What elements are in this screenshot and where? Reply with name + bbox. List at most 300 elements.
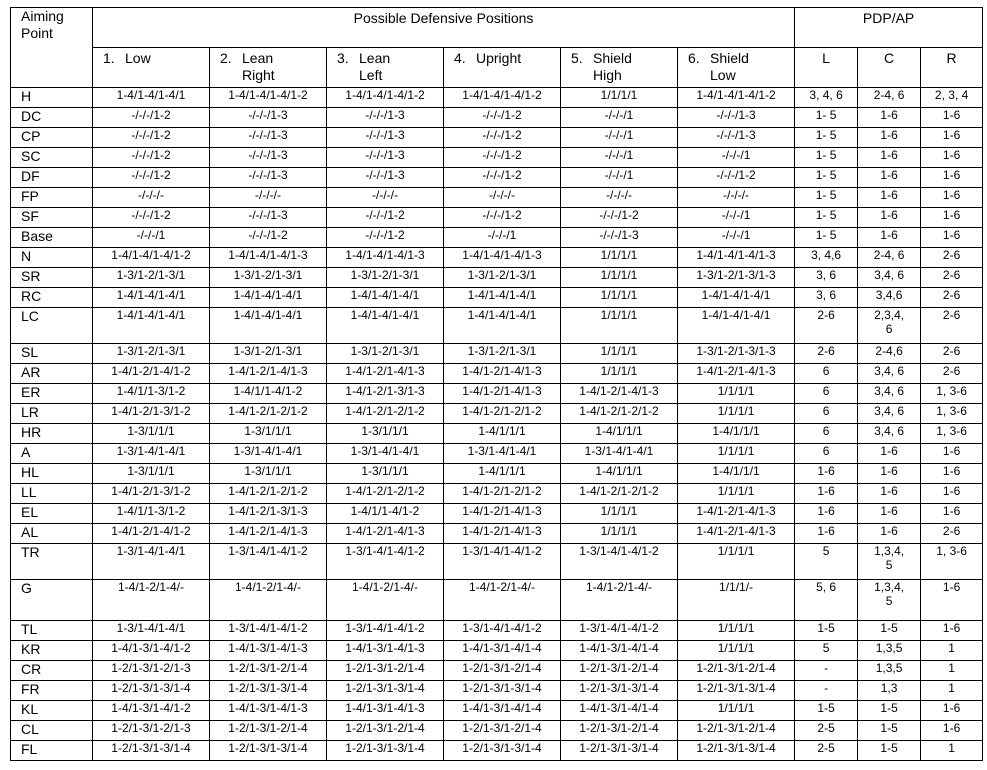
- position-header-shield-high: [561, 48, 678, 88]
- cell-lean-right: 1-4/1-4/1-4/1: [210, 308, 327, 344]
- cell-pdp-c: 3,4, 6: [858, 404, 921, 424]
- cell-pdp-c: 2,3,4, 6: [858, 308, 921, 344]
- cell-pdp-r: 1, 3-6: [921, 384, 983, 404]
- cell-lean-right: 1-3/1-2/1-3/1: [210, 344, 327, 364]
- cell-pdp-r: 1, 3-6: [921, 424, 983, 444]
- cell-pdp-c: 2-4,6: [858, 344, 921, 364]
- table-row: [11, 288, 983, 308]
- cell-lean-left: 1-4/1-3/1-4/1-3: [327, 641, 444, 661]
- cell-lean-right: 1-2/1-3/1-2/1-4: [210, 661, 327, 681]
- cell-lean-left: 1-4/1-2/1-4/1-3: [327, 364, 444, 384]
- cell-low: -/-/-/1-2: [93, 148, 210, 168]
- cell-pdp-c: 1-6: [858, 188, 921, 208]
- cell-shield-high: 1-3/1-4/1-4/1: [561, 444, 678, 464]
- cell-pdp-l: 1- 5: [795, 108, 858, 128]
- cell-pdp-l: 1- 5: [795, 208, 858, 228]
- aiming-point-header: [11, 8, 93, 88]
- position-number: 6.: [688, 50, 700, 66]
- cell-pdp-c: 1-6: [858, 148, 921, 168]
- aiming-point-label: SC: [11, 148, 93, 168]
- cell-low: 1-3/1-2/1-3/1: [93, 344, 210, 364]
- table-row: [11, 404, 983, 424]
- position-header-upright: [444, 48, 561, 88]
- aiming-point-label: ER: [11, 384, 93, 404]
- cell-lean-left: 1-3/1-4/1-4/1-2: [327, 621, 444, 641]
- cell-low: 1-4/1-4/1-4/1: [93, 288, 210, 308]
- cell-shield-high: 1-4/1-2/1-4/1-3: [561, 384, 678, 404]
- cell-low: 1-4/1-2/1-4/1-2: [93, 364, 210, 384]
- cell-shield-high: 1/1/1/1: [561, 288, 678, 308]
- table-row: [11, 344, 983, 364]
- cell-pdp-r: 1: [921, 641, 983, 661]
- cell-low: -/-/-/1-2: [93, 128, 210, 148]
- cell-low: 1-4/1-2/1-4/-: [93, 580, 210, 621]
- cell-shield-low: 1/1/1/1: [678, 621, 795, 641]
- cell-upright: -/-/-/-: [444, 188, 561, 208]
- cell-pdp-c: 2-4, 6: [858, 248, 921, 268]
- cell-lean-right: 1-4/1-2/1-2/1-2: [210, 484, 327, 504]
- cell-lean-right: 1-4/1-2/1-4/1-3: [210, 364, 327, 384]
- cell-upright: 1-3/1-4/1-4/1: [444, 444, 561, 464]
- cell-lean-right: 1-4/1/1-4/1-2: [210, 384, 327, 404]
- cell-lean-right: 1-4/1-4/1-4/1: [210, 288, 327, 308]
- position-number: 4.: [454, 50, 466, 66]
- cell-pdp-r: 1: [921, 681, 983, 701]
- position-header-lean-right: [210, 48, 327, 88]
- table-row: [11, 741, 983, 761]
- cell-lean-left: 1-4/1-2/1-4/-: [327, 580, 444, 621]
- cell-shield-high: 1-4/1-2/1-4/-: [561, 580, 678, 621]
- cell-shield-low: 1/1/1/-: [678, 580, 795, 621]
- cell-low: -/-/-/1-2: [93, 108, 210, 128]
- aiming-point-label: LL: [11, 484, 93, 504]
- cell-shield-low: 1-4/1-2/1-4/1-3: [678, 504, 795, 524]
- cell-lean-left: -/-/-/1-3: [327, 108, 444, 128]
- cell-pdp-l: 6: [795, 424, 858, 444]
- cell-pdp-r: 1: [921, 741, 983, 761]
- aiming-point-label: A: [11, 444, 93, 464]
- aiming-point-label: AL: [11, 524, 93, 544]
- cell-shield-low: -/-/-/1-2: [678, 168, 795, 188]
- cell-pdp-l: 1-6: [795, 504, 858, 524]
- cell-pdp-l: -: [795, 661, 858, 681]
- cell-pdp-c: 1-6: [858, 484, 921, 504]
- position-name: Upright: [476, 50, 522, 66]
- cell-pdp-c: 1-6: [858, 524, 921, 544]
- cell-lean-left: 1-2/1-3/1-2/1-4: [327, 721, 444, 741]
- cell-lean-left: 1-3/1-4/1-4/1-2: [327, 544, 444, 580]
- cell-pdp-r: 1-6: [921, 701, 983, 721]
- cell-pdp-l: 3, 6: [795, 288, 858, 308]
- cell-pdp-r: 1-6: [921, 148, 983, 168]
- cell-shield-high: -/-/-/1-2: [561, 208, 678, 228]
- possible-defensive-positions-header: Possible Defensive Positions: [93, 8, 795, 48]
- cell-pdp-l: 6: [795, 364, 858, 384]
- cell-shield-low: -/-/-/1-3: [678, 108, 795, 128]
- cell-shield-high: 1/1/1/1: [561, 364, 678, 384]
- cell-pdp-r: 2-6: [921, 524, 983, 544]
- cell-pdp-r: 1-6: [921, 128, 983, 148]
- cell-low: 1-3/1-4/1-4/1: [93, 444, 210, 464]
- cell-low: -/-/-/1-2: [93, 208, 210, 228]
- cell-pdp-r: 1-6: [921, 504, 983, 524]
- cell-pdp-l: 2-5: [795, 741, 858, 761]
- table-row: [11, 228, 983, 248]
- cell-low: 1-4/1-2/1-3/1-2: [93, 484, 210, 504]
- position-name-line2: Low: [710, 67, 736, 83]
- aiming-point-label: H: [11, 88, 93, 108]
- cell-lean-right: -/-/-/1-3: [210, 108, 327, 128]
- cell-pdp-r: 1: [921, 661, 983, 681]
- cell-shield-low: -/-/-/-: [678, 188, 795, 208]
- cell-shield-high: 1-2/1-3/1-3/1-4: [561, 681, 678, 701]
- defensive-positions-document: [10, 7, 983, 761]
- cell-lean-right: 1-4/1-2/1-3/1-3: [210, 504, 327, 524]
- position-name: Shield: [710, 50, 749, 66]
- cell-pdp-r: 2, 3, 4: [921, 88, 983, 108]
- cell-lean-left: -/-/-/1-2: [327, 208, 444, 228]
- cell-pdp-l: 2-6: [795, 344, 858, 364]
- cell-shield-high: 1-2/1-3/1-3/1-4: [561, 741, 678, 761]
- cell-pdp-l: 6: [795, 384, 858, 404]
- cell-low: 1-4/1-4/1-4/1: [93, 88, 210, 108]
- cell-upright: -/-/-/1-2: [444, 128, 561, 148]
- cell-lean-left: -/-/-/1-3: [327, 148, 444, 168]
- cell-lean-left: 1-4/1-4/1-4/1: [327, 308, 444, 344]
- cell-lean-left: 1-4/1-3/1-4/1-3: [327, 701, 444, 721]
- cell-upright: 1-3/1-4/1-4/1-2: [444, 544, 561, 580]
- cell-shield-high: 1-4/1-3/1-4/1-4: [561, 701, 678, 721]
- cell-shield-high: -/-/-/1: [561, 148, 678, 168]
- table-row: [11, 364, 983, 384]
- cell-low: -/-/-/-: [93, 188, 210, 208]
- cell-shield-high: 1/1/1/1: [561, 248, 678, 268]
- cell-pdp-r: 1, 3-6: [921, 544, 983, 580]
- aiming-point-label: G: [11, 580, 93, 621]
- cell-lean-right: -/-/-/1-2: [210, 228, 327, 248]
- cell-shield-low: 1-4/1/1/1: [678, 424, 795, 444]
- cell-pdp-r: 2-6: [921, 268, 983, 288]
- cell-lean-left: 1-4/1-2/1-2/1-2: [327, 484, 444, 504]
- cell-shield-high: -/-/-/1: [561, 168, 678, 188]
- cell-lean-right: -/-/-/1-3: [210, 128, 327, 148]
- cell-pdp-l: 1-6: [795, 464, 858, 484]
- aiming-point-label: SF: [11, 208, 93, 228]
- cell-low: 1-4/1/1-3/1-2: [93, 384, 210, 404]
- cell-pdp-l: 3, 6: [795, 268, 858, 288]
- table-row: [11, 681, 983, 701]
- cell-pdp-c: 3,4,6: [858, 288, 921, 308]
- cell-shield-low: 1/1/1/1: [678, 641, 795, 661]
- cell-pdp-l: 1- 5: [795, 188, 858, 208]
- cell-shield-low: 1/1/1/1: [678, 404, 795, 424]
- table-row: [11, 621, 983, 641]
- cell-shield-high: 1-4/1-2/1-2/1-2: [561, 404, 678, 424]
- cell-low: 1-4/1/1-3/1-2: [93, 504, 210, 524]
- cell-low: 1-4/1-4/1-4/1: [93, 308, 210, 344]
- cell-pdp-c: 1,3,5: [858, 641, 921, 661]
- cell-shield-low: 1-2/1-3/1-3/1-4: [678, 681, 795, 701]
- table-row: [11, 544, 983, 580]
- cell-low: 1-3/1/1/1: [93, 424, 210, 444]
- cell-pdp-c: 1-5: [858, 721, 921, 741]
- cell-shield-low: 1-4/1/1/1: [678, 464, 795, 484]
- cell-upright: 1-4/1-3/1-4/1-4: [444, 641, 561, 661]
- table-row: [11, 424, 983, 444]
- cell-upright: 1-4/1-3/1-4/1-4: [444, 701, 561, 721]
- table-row: [11, 148, 983, 168]
- position-header-lean-left: [327, 48, 444, 88]
- cell-shield-high: 1-2/1-3/1-2/1-4: [561, 721, 678, 741]
- aiming-point-header-line1: Aiming: [21, 8, 64, 24]
- cell-pdp-c: 1-6: [858, 444, 921, 464]
- cell-lean-right: 1-4/1-2/1-4/1-3: [210, 524, 327, 544]
- table-row: [11, 188, 983, 208]
- cell-pdp-r: 1-6: [921, 721, 983, 741]
- cell-lean-left: 1-3/1-2/1-3/1: [327, 344, 444, 364]
- cell-shield-high: -/-/-/-: [561, 188, 678, 208]
- cell-low: 1-3/1-2/1-3/1: [93, 268, 210, 288]
- cell-shield-high: 1/1/1/1: [561, 268, 678, 288]
- cell-shield-low: 1-4/1-4/1-4/1: [678, 288, 795, 308]
- cell-upright: 1-4/1-2/1-4/-: [444, 580, 561, 621]
- cell-low: 1-4/1-2/1-3/1-2: [93, 404, 210, 424]
- cell-shield-low: 1/1/1/1: [678, 701, 795, 721]
- cell-pdp-r: 1-6: [921, 580, 983, 621]
- defensive-positions-table: [10, 7, 983, 761]
- cell-upright: -/-/-/1-2: [444, 108, 561, 128]
- cell-shield-low: -/-/-/1-3: [678, 128, 795, 148]
- cell-pdp-r: 2-6: [921, 364, 983, 384]
- cell-upright: 1-4/1/1/1: [444, 424, 561, 444]
- cell-shield-high: 1-3/1-4/1-4/1-2: [561, 544, 678, 580]
- cell-lean-left: -/-/-/1-3: [327, 128, 444, 148]
- cell-shield-high: -/-/-/1: [561, 128, 678, 148]
- cell-lean-right: -/-/-/1-3: [210, 208, 327, 228]
- aiming-point-label: LR: [11, 404, 93, 424]
- cell-shield-low: 1-4/1-4/1-4/1-3: [678, 248, 795, 268]
- position-number: 3.: [337, 50, 349, 66]
- cell-upright: -/-/-/1-2: [444, 148, 561, 168]
- cell-shield-high: 1/1/1/1: [561, 88, 678, 108]
- table-row: [11, 641, 983, 661]
- cell-low: 1-3/1-4/1-4/1: [93, 544, 210, 580]
- cell-lean-left: 1-4/1-2/1-3/1-3: [327, 384, 444, 404]
- cell-upright: -/-/-/1-2: [444, 208, 561, 228]
- cell-upright: 1-4/1-4/1-4/1-2: [444, 88, 561, 108]
- cell-shield-low: 1-2/1-3/1-3/1-4: [678, 741, 795, 761]
- pdp-header-c: C: [858, 48, 921, 88]
- cell-shield-low: -/-/-/1: [678, 228, 795, 248]
- aiming-point-label: FR: [11, 681, 93, 701]
- cell-pdp-r: 1-6: [921, 464, 983, 484]
- aiming-point-label: TL: [11, 621, 93, 641]
- cell-pdp-r: 1-6: [921, 444, 983, 464]
- cell-pdp-l: 3, 4,6: [795, 248, 858, 268]
- table-row: [11, 721, 983, 741]
- table-row: [11, 308, 983, 344]
- cell-low: 1-2/1-3/1-2/1-3: [93, 661, 210, 681]
- position-name-line2: Left: [359, 67, 383, 83]
- cell-lean-right: -/-/-/1-3: [210, 168, 327, 188]
- cell-pdp-r: 1-6: [921, 484, 983, 504]
- cell-pdp-c: 1-5: [858, 621, 921, 641]
- cell-pdp-r: 1-6: [921, 108, 983, 128]
- cell-lean-left: 1-2/1-3/1-2/1-4: [327, 661, 444, 681]
- table-row: [11, 208, 983, 228]
- cell-shield-low: 1-3/1-2/1-3/1-3: [678, 268, 795, 288]
- cell-low: 1-4/1-3/1-4/1-2: [93, 641, 210, 661]
- table-row: [11, 524, 983, 544]
- cell-shield-low: 1/1/1/1: [678, 384, 795, 404]
- cell-upright: 1-4/1-4/1-4/1: [444, 308, 561, 344]
- cell-upright: 1-4/1-2/1-4/1-3: [444, 504, 561, 524]
- cell-upright: 1-3/1-4/1-4/1-2: [444, 621, 561, 641]
- aiming-point-label: SL: [11, 344, 93, 364]
- position-name: Lean: [359, 50, 391, 66]
- cell-upright: 1-3/1-2/1-3/1: [444, 268, 561, 288]
- aiming-point-label: HR: [11, 424, 93, 444]
- cell-pdp-c: 3,4, 6: [858, 268, 921, 288]
- table-row: [11, 384, 983, 404]
- cell-pdp-r: 1-6: [921, 168, 983, 188]
- cell-shield-high: 1-4/1/1/1: [561, 464, 678, 484]
- cell-shield-high: 1-3/1-4/1-4/1-2: [561, 621, 678, 641]
- cell-lean-right: -/-/-/-: [210, 188, 327, 208]
- cell-pdp-l: 1- 5: [795, 168, 858, 188]
- table-row: [11, 484, 983, 504]
- cell-shield-low: -/-/-/1: [678, 208, 795, 228]
- cell-low: 1-4/1-4/1-4/1-2: [93, 248, 210, 268]
- cell-pdp-l: 6: [795, 404, 858, 424]
- cell-pdp-r: 1-6: [921, 208, 983, 228]
- position-header-low: [93, 48, 210, 88]
- cell-lean-left: 1-4/1/1-4/1-2: [327, 504, 444, 524]
- cell-pdp-l: 1-6: [795, 524, 858, 544]
- cell-lean-left: 1-3/1-2/1-3/1: [327, 268, 444, 288]
- cell-pdp-r: 1, 3-6: [921, 404, 983, 424]
- cell-pdp-c: 1-5: [858, 701, 921, 721]
- cell-upright: -/-/-/1: [444, 228, 561, 248]
- cell-pdp-c: 1-6: [858, 168, 921, 188]
- cell-low: 1-2/1-3/1-3/1-4: [93, 741, 210, 761]
- cell-pdp-c: 1-6: [858, 108, 921, 128]
- cell-pdp-l: 1- 5: [795, 128, 858, 148]
- cell-lean-left: 1-2/1-3/1-3/1-4: [327, 681, 444, 701]
- cell-shield-high: 1-4/1-3/1-4/1-4: [561, 641, 678, 661]
- cell-pdp-l: 1-5: [795, 701, 858, 721]
- cell-low: 1-4/1-2/1-4/1-2: [93, 524, 210, 544]
- aiming-point-label: CL: [11, 721, 93, 741]
- cell-pdp-c: 1-5: [858, 741, 921, 761]
- cell-pdp-l: 6: [795, 444, 858, 464]
- cell-shield-high: 1/1/1/1: [561, 308, 678, 344]
- cell-shield-high: -/-/-/1: [561, 108, 678, 128]
- cell-pdp-r: 2-6: [921, 308, 983, 344]
- cell-lean-left: 1-4/1-4/1-4/1-2: [327, 88, 444, 108]
- cell-lean-right: 1-3/1/1/1: [210, 464, 327, 484]
- table-row: [11, 464, 983, 484]
- aiming-point-label: CR: [11, 661, 93, 681]
- cell-pdp-r: 2-6: [921, 288, 983, 308]
- cell-lean-right: 1-4/1-3/1-4/1-3: [210, 641, 327, 661]
- cell-upright: 1-2/1-3/1-2/1-4: [444, 721, 561, 741]
- cell-shield-high: 1/1/1/1: [561, 524, 678, 544]
- cell-upright: 1-4/1-2/1-4/1-3: [444, 384, 561, 404]
- cell-shield-high: 1/1/1/1: [561, 504, 678, 524]
- cell-lean-left: 1-4/1-2/1-2/1-2: [327, 404, 444, 424]
- cell-lean-right: 1-3/1/1/1: [210, 424, 327, 444]
- cell-shield-low: 1/1/1/1: [678, 544, 795, 580]
- cell-pdp-l: 2-6: [795, 308, 858, 344]
- position-name-line2: Right: [242, 67, 275, 83]
- cell-shield-low: 1/1/1/1: [678, 484, 795, 504]
- cell-lean-right: 1-4/1-4/1-4/1-3: [210, 248, 327, 268]
- cell-shield-high: 1-4/1/1/1: [561, 424, 678, 444]
- cell-shield-high: -/-/-/1-3: [561, 228, 678, 248]
- cell-shield-low: 1-2/1-3/1-2/1-4: [678, 721, 795, 741]
- cell-low: 1-2/1-3/1-2/1-3: [93, 721, 210, 741]
- aiming-point-label: SR: [11, 268, 93, 288]
- cell-lean-left: 1-3/1/1/1: [327, 464, 444, 484]
- cell-shield-low: 1-4/1-4/1-4/1: [678, 308, 795, 344]
- cell-shield-high: 1-2/1-3/1-2/1-4: [561, 661, 678, 681]
- table-row: [11, 168, 983, 188]
- cell-shield-low: -/-/-/1: [678, 148, 795, 168]
- cell-lean-left: 1-4/1-4/1-4/1: [327, 288, 444, 308]
- cell-pdp-r: 1-6: [921, 621, 983, 641]
- table-row: [11, 701, 983, 721]
- aiming-point-label: TR: [11, 544, 93, 580]
- position-number: 5.: [571, 50, 583, 66]
- cell-pdp-c: 1,3,4, 5: [858, 580, 921, 621]
- cell-low: 1-2/1-3/1-3/1-4: [93, 681, 210, 701]
- cell-upright: 1-3/1-2/1-3/1: [444, 344, 561, 364]
- cell-lean-right: 1-3/1-2/1-3/1: [210, 268, 327, 288]
- position-header-shield-low: [678, 48, 795, 88]
- table-row: [11, 128, 983, 148]
- cell-shield-low: 1-4/1-2/1-4/1-3: [678, 524, 795, 544]
- cell-low: -/-/-/1-2: [93, 168, 210, 188]
- table-row: [11, 108, 983, 128]
- cell-pdp-c: 1-6: [858, 464, 921, 484]
- cell-lean-right: 1-2/1-3/1-2/1-4: [210, 721, 327, 741]
- cell-upright: 1-4/1-4/1-4/1-3: [444, 248, 561, 268]
- cell-lean-right: 1-4/1-3/1-4/1-3: [210, 701, 327, 721]
- aiming-point-header-line2: Point: [21, 25, 53, 41]
- position-number: 2.: [220, 50, 232, 66]
- cell-upright: 1-4/1-2/1-4/1-3: [444, 524, 561, 544]
- cell-upright: 1-2/1-3/1-3/1-4: [444, 681, 561, 701]
- cell-lean-left: 1-4/1-4/1-4/1-3: [327, 248, 444, 268]
- table-row: [11, 580, 983, 621]
- aiming-point-label: LC: [11, 308, 93, 344]
- cell-pdp-l: 1-5: [795, 621, 858, 641]
- position-name: Shield: [593, 50, 632, 66]
- cell-pdp-c: 1,3,5: [858, 661, 921, 681]
- cell-pdp-l: 1- 5: [795, 148, 858, 168]
- cell-upright: 1-4/1-2/1-2/1-2: [444, 404, 561, 424]
- cell-low: 1-4/1-3/1-4/1-2: [93, 701, 210, 721]
- cell-pdp-l: 1-6: [795, 484, 858, 504]
- header-row-columns: [11, 48, 983, 88]
- cell-lean-right: 1-3/1-4/1-4/1-2: [210, 621, 327, 641]
- pdp-header-l: L: [795, 48, 858, 88]
- table-row: [11, 268, 983, 288]
- cell-pdp-r: 2-6: [921, 344, 983, 364]
- header-row-groups: [11, 8, 983, 48]
- table-row: [11, 88, 983, 108]
